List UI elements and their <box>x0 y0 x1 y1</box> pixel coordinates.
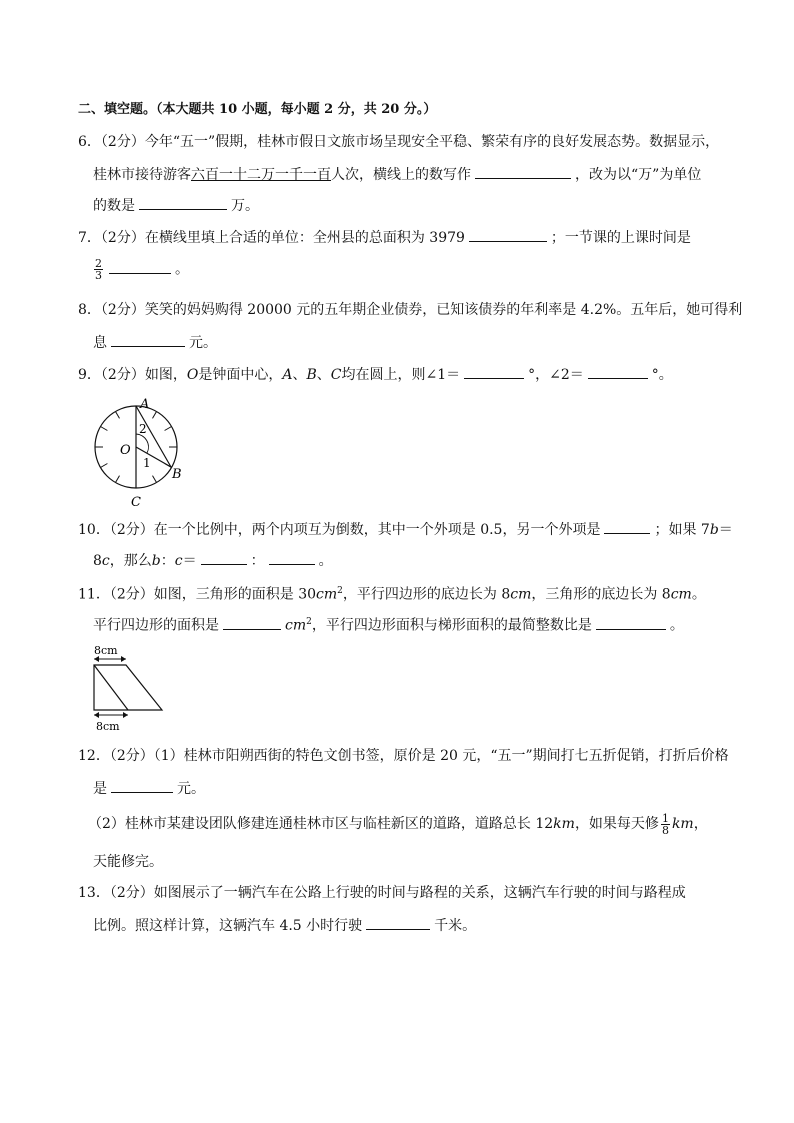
q7-fraction-denominator: 3 <box>95 269 102 282</box>
q6-line2 <box>93 164 701 184</box>
q8-line1 <box>78 301 742 319</box>
q12-text: （1）桂林市阳朔西街的特色文创书签，原价是 20 元，“五一”期间打七五折促销，打折后价格 <box>153 748 729 764</box>
q7-answer-blank-2[interactable] <box>109 259 171 274</box>
section-heading: 二、填空题。（本大题共 10 小题，每小题 2 分，共 20 分。） <box>78 102 437 117</box>
clock-tick <box>153 476 157 483</box>
q10-number: 10． <box>78 522 110 538</box>
top-arrow-right <box>121 656 126 662</box>
label-c: C <box>131 495 141 510</box>
q11-exponent: 2 <box>306 617 312 627</box>
trapezoid-outline <box>94 665 162 710</box>
q7-answer-blank-1[interactable] <box>469 227 547 242</box>
label-o: O <box>120 443 131 458</box>
q9-text: 、 <box>316 367 331 383</box>
q9-clock-figure <box>88 388 188 512</box>
q10-var-c: c <box>101 553 110 569</box>
q11-exponent: 2 <box>337 586 343 596</box>
q12-fraction-denominator: 8 <box>661 823 669 837</box>
q6-text: 万。 <box>231 198 259 214</box>
q9-text: 是钟面中心， <box>198 367 283 383</box>
bottom-arrow-left <box>94 712 99 718</box>
q12-text: 是 <box>93 781 107 797</box>
q6-number: 6． <box>78 134 101 150</box>
q12-fraction <box>661 813 670 836</box>
q9-score: （2分） <box>100 367 145 383</box>
q7-text: ；一节课的上课时间是 <box>550 230 691 246</box>
q7-line1 <box>78 227 691 247</box>
label-angle-1: 1 <box>143 456 151 470</box>
q11-unit: cm <box>285 617 307 634</box>
bottom-arrow-right <box>123 712 128 718</box>
q12-line3 <box>88 812 708 836</box>
q6-answer-blank-1[interactable] <box>475 164 571 179</box>
q9-number: 9． <box>78 367 101 383</box>
q9-answer-blank-1[interactable] <box>464 364 524 379</box>
q6-text: ，改为以“万”为单位 <box>575 167 702 183</box>
q7-text: 。 <box>175 261 189 278</box>
q8-text: 笑笑的妈妈购得 20000 元的五年期企业债券，已知该债券的年利率是 4.2%。五年后，她可得利 <box>144 302 743 318</box>
q8-number: 8． <box>78 302 101 318</box>
clock-tick <box>116 411 120 418</box>
q6-line1 <box>78 133 719 151</box>
q11-unit: cm <box>510 586 532 603</box>
q6-text: 的数是 <box>93 198 135 214</box>
q13-score: （2分） <box>109 885 154 901</box>
q10-text: ；如果 7 <box>654 522 710 538</box>
q8-score: （2分） <box>100 302 145 318</box>
q10-var-c: c <box>174 553 183 569</box>
q11-text: ，平行四边形面积与梯形面积的最简整数比是 <box>311 617 592 634</box>
q11-text: 。 <box>669 617 684 634</box>
q7-line2 <box>92 258 189 281</box>
q8-line2 <box>93 332 217 352</box>
q11-unit: cm <box>316 586 338 603</box>
q13-text: 比例。照这样计算，这辆汽车 4.5 小时行驶 <box>93 918 363 934</box>
q13-line2 <box>93 915 476 935</box>
q12-unit: km <box>671 816 694 832</box>
clock-tick <box>116 476 120 483</box>
q12-text: 天能修完。 <box>93 854 163 870</box>
q12-text: ，如果每天修 <box>574 816 659 832</box>
q6-line3 <box>93 195 259 215</box>
bottom-length-label: 8cm <box>96 720 120 733</box>
q8-text: 元。 <box>189 335 217 351</box>
q11-answer-blank-1[interactable] <box>223 615 281 630</box>
q11-text: ，平行四边形的底边长为 8 <box>342 586 511 603</box>
clock-tick <box>165 427 172 431</box>
q11-text: 如图，三角形的面积是 30 <box>153 586 317 603</box>
q12-line4 <box>93 853 163 871</box>
q13-text: 如图展示了一辆汽车在公路上行驶的时间与路程的关系，这辆汽车行驶的时间与路程成 <box>153 885 686 901</box>
q6-score: （2分） <box>100 134 145 150</box>
top-length-label: 8cm <box>94 644 118 657</box>
q13-number: 13． <box>78 885 110 901</box>
q12-line1 <box>78 747 729 765</box>
q11-line2 <box>93 613 684 635</box>
q12-text: （2）桂林市某建设团队修建连通桂林市区与临桂新区的道路，道路总长 12 <box>88 816 554 832</box>
q10-text: 在一个比例中，两个内项互为倒数，其中一个外项是 0.5，另一个外项是 <box>153 522 601 538</box>
triangle-divider <box>94 665 128 710</box>
q9-var-o: O <box>186 367 199 383</box>
label-b: B <box>172 467 182 482</box>
q13-answer-blank[interactable] <box>366 915 430 930</box>
q10-answer-blank-2[interactable] <box>201 550 247 565</box>
q13-text: 千米。 <box>434 918 477 934</box>
q11-text: ，三角形的底边长为 8 <box>531 586 671 603</box>
q9-text: °。 <box>651 367 673 383</box>
q12-text: 元。 <box>177 781 205 797</box>
q10-text: ： <box>250 553 265 569</box>
q9-var-c: C <box>330 367 342 383</box>
q12-answer-blank-1[interactable] <box>111 778 173 793</box>
q6-text: 桂林市接待游客 <box>93 167 191 183</box>
q10-text: ，那么 <box>109 553 152 569</box>
q7-fraction-numerator: 2 <box>95 257 102 270</box>
label-a: A <box>140 397 150 412</box>
q10-var-b: b <box>709 522 719 538</box>
q12-fraction-numerator: 1 <box>661 811 669 825</box>
clock-tick <box>153 411 157 418</box>
q10-score: （2分） <box>109 522 154 538</box>
q9-text: 、 <box>292 367 307 383</box>
q10-text: ＝ <box>718 522 733 538</box>
q9-var-a: A <box>282 367 293 383</box>
q12-text: ， <box>693 816 708 832</box>
q8-text: 息 <box>93 335 107 351</box>
q11-unit: cm <box>670 586 692 603</box>
q11-line1 <box>78 582 706 604</box>
q10-line1 <box>78 519 733 539</box>
clock-tick <box>100 427 107 431</box>
label-angle-2: 2 <box>139 422 147 436</box>
q10-text: ＝ <box>182 553 197 569</box>
q11-number: 11． <box>78 586 110 603</box>
clock-tick <box>100 464 107 468</box>
q8-answer-blank[interactable] <box>111 332 185 347</box>
q10-text: 。 <box>318 553 333 569</box>
q11-text: 平行四边形的面积是 <box>93 617 219 634</box>
q11-text: 。 <box>691 586 706 603</box>
q9-text: 如图， <box>144 367 187 383</box>
q9-text: °，∠2＝ <box>528 367 584 383</box>
q10-var-b: b <box>151 553 161 569</box>
q10-line2 <box>93 550 333 570</box>
q6-answer-blank-2[interactable] <box>139 195 227 210</box>
q7-text: 在横线里填上合适的单位：全州县的总面积为 3979 <box>144 230 465 246</box>
chord-ab <box>136 406 171 467</box>
q7-number: 7． <box>78 230 101 246</box>
q10-answer-blank-3[interactable] <box>269 550 315 565</box>
q11-answer-blank-2[interactable] <box>596 615 666 630</box>
q7-fraction <box>94 258 103 281</box>
q9-line1 <box>78 364 673 384</box>
q6-text: 人次，横线上的数写作 <box>331 167 471 183</box>
q11-trapezoid-figure <box>88 642 172 734</box>
q12-score: （2分） <box>109 748 154 764</box>
q12-line2 <box>93 778 205 798</box>
q12-unit: km <box>553 816 575 832</box>
q10-answer-blank-1[interactable] <box>604 519 650 534</box>
q13-line1 <box>78 884 686 902</box>
q9-text: 均在圆上，则∠1＝ <box>341 367 461 383</box>
q6-text: 今年“五一”假期，桂林市假日文旅市场呈现安全平稳、繁荣有序的良好发展态势。数据显示， <box>144 134 720 150</box>
q9-var-b: B <box>306 367 317 383</box>
q10-text: 8 <box>93 553 102 569</box>
q6-underlined-number: 六百一十二万一千一百 <box>191 167 331 183</box>
q9-answer-blank-2[interactable] <box>588 364 648 379</box>
q10-text: ： <box>160 553 175 569</box>
q11-score: （2分） <box>109 586 154 603</box>
q7-score: （2分） <box>100 230 145 246</box>
q12-number: 12． <box>78 748 110 764</box>
